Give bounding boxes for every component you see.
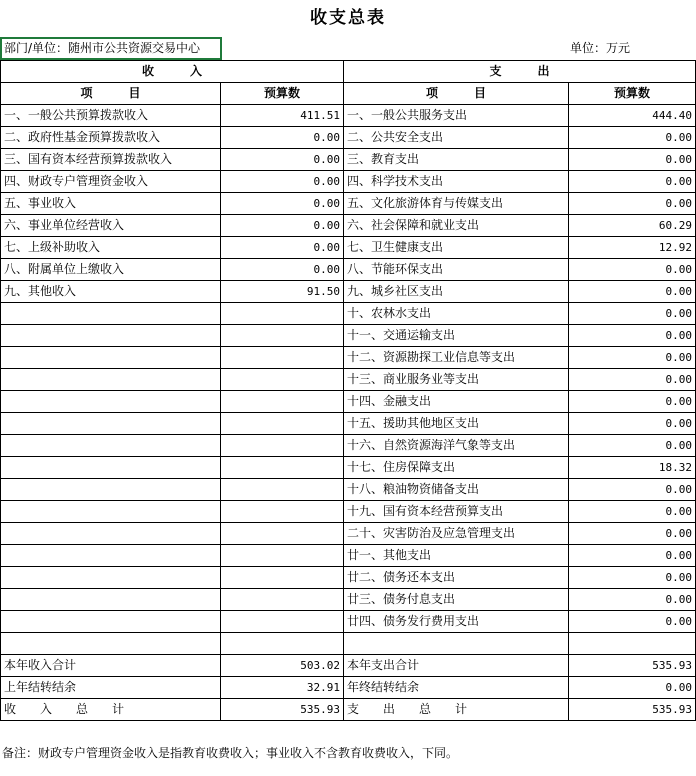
table-row	[1, 149, 696, 171]
table-row	[1, 171, 696, 193]
income-item-cell[interactable]	[1, 567, 221, 589]
expense-item-cell[interactable]: 二十、灾害防治及应急管理支出	[344, 523, 569, 545]
income-item-cell[interactable]: 二、政府性基金预算拨款收入	[1, 127, 221, 149]
income-item-cell[interactable]: 收 入 总 计	[1, 699, 221, 721]
expense-budget-cell[interactable]: 0.00	[569, 281, 696, 303]
income-budget-cell[interactable]	[221, 611, 344, 633]
income-budget-cell[interactable]	[221, 567, 344, 589]
info-row	[0, 37, 696, 59]
expense-budget-cell[interactable]: 0.00	[569, 171, 696, 193]
expense-budget-header: 预算数	[569, 83, 696, 105]
expense-budget-cell[interactable]: 444.40	[569, 105, 696, 127]
income-budget-cell[interactable]: 535.93	[221, 699, 344, 721]
table-row	[1, 523, 696, 545]
expense-budget-cell[interactable]: 0.00	[569, 523, 696, 545]
income-item-cell[interactable]	[1, 523, 221, 545]
unit-label: 单位：万元	[570, 41, 631, 55]
expense-item-cell[interactable]: 十七、住房保障支出	[344, 457, 569, 479]
expense-item-cell[interactable]: 廿二、债务还本支出	[344, 567, 569, 589]
section-header-row	[1, 61, 696, 83]
income-item-cell[interactable]: 四、财政专户管理资金收入	[1, 171, 221, 193]
expense-budget-cell[interactable]: 0.00	[569, 567, 696, 589]
expense-item-cell[interactable]: 七、卫生健康支出	[344, 237, 569, 259]
income-item-cell[interactable]	[1, 611, 221, 633]
income-budget-cell[interactable]	[221, 633, 344, 655]
expense-budget-cell[interactable]: 0.00	[569, 347, 696, 369]
income-item-cell[interactable]: 七、上级补助收入	[1, 237, 221, 259]
expense-budget-cell[interactable]: 0.00	[569, 127, 696, 149]
expense-budget-cell[interactable]: 0.00	[569, 611, 696, 633]
table-row	[1, 457, 696, 479]
income-item-cell[interactable]	[1, 457, 221, 479]
expense-header: 支 出	[344, 61, 696, 83]
expense-budget-cell[interactable]: 0.00	[569, 589, 696, 611]
income-item-cell[interactable]	[1, 413, 221, 435]
expense-budget-cell[interactable]: 0.00	[569, 435, 696, 457]
income-budget-cell[interactable]	[221, 589, 344, 611]
income-item-cell[interactable]: 三、国有资本经营预算拨款收入	[1, 149, 221, 171]
expense-item-cell[interactable]: 三、教育支出	[344, 149, 569, 171]
income-budget-cell[interactable]	[221, 545, 344, 567]
income-budget-cell[interactable]	[221, 435, 344, 457]
expense-budget-cell[interactable]: 0.00	[569, 369, 696, 391]
table-row	[1, 303, 696, 325]
income-item-cell[interactable]	[1, 633, 221, 655]
table-row	[1, 237, 696, 259]
expense-budget-cell[interactable]: 0.00	[569, 413, 696, 435]
expense-budget-cell[interactable]: 12.92	[569, 237, 696, 259]
income-item-cell[interactable]: 上年结转结余	[1, 677, 221, 699]
expense-budget-cell[interactable]: 18.32	[569, 457, 696, 479]
income-budget-cell[interactable]: 503.02	[221, 655, 344, 677]
income-item-cell[interactable]	[1, 501, 221, 523]
table-row	[1, 391, 696, 413]
income-item-cell[interactable]	[1, 589, 221, 611]
income-budget-cell[interactable]: 32.91	[221, 677, 344, 699]
table-row	[1, 413, 696, 435]
expense-item-cell[interactable]: 四、科学技术支出	[344, 171, 569, 193]
expense-item-cell[interactable]: 廿一、其他支出	[344, 545, 569, 567]
table-row	[1, 611, 696, 633]
income-budget-cell[interactable]	[221, 479, 344, 501]
income-budget-cell[interactable]: 0.00	[221, 149, 344, 171]
expense-budget-cell[interactable]: 60.29	[569, 215, 696, 237]
table-body	[1, 61, 696, 721]
table-row	[1, 655, 696, 677]
expense-item-cell[interactable]: 十三、商业服务业等支出	[344, 369, 569, 391]
income-item-cell[interactable]	[1, 391, 221, 413]
table-row	[1, 369, 696, 391]
income-budget-cell[interactable]: 0.00	[221, 259, 344, 281]
expense-item-cell[interactable]: 本年支出合计	[344, 655, 569, 677]
income-budget-cell[interactable]	[221, 325, 344, 347]
expense-item-cell[interactable]: 十九、国有资本经营预算支出	[344, 501, 569, 523]
table-row	[1, 325, 696, 347]
department-cell[interactable]: 部门/单位：随州市公共资源交易中心	[0, 37, 222, 60]
expense-item-cell[interactable]: 十一、交通运输支出	[344, 325, 569, 347]
table-row	[1, 633, 696, 655]
expense-item-cell[interactable]: 年终结转结余	[344, 677, 569, 699]
income-budget-cell[interactable]: 0.00	[221, 215, 344, 237]
expense-item-cell[interactable]: 十六、自然资源海洋气象等支出	[344, 435, 569, 457]
income-budget-header: 预算数	[221, 83, 344, 105]
expense-item-cell[interactable]: 一、一般公共服务支出	[344, 105, 569, 127]
expense-budget-cell[interactable]: 0.00	[569, 259, 696, 281]
expense-budget-cell[interactable]: 0.00	[569, 677, 696, 699]
table-row	[1, 567, 696, 589]
income-item-cell[interactable]: 八、附属单位上缴收入	[1, 259, 221, 281]
expense-item-header: 项 目	[344, 83, 569, 105]
income-item-cell[interactable]: 五、事业收入	[1, 193, 221, 215]
income-item-cell[interactable]: 本年收入合计	[1, 655, 221, 677]
expense-item-cell[interactable]: 廿四、债务发行费用支出	[344, 611, 569, 633]
expense-item-cell[interactable]: 十五、援助其他地区支出	[344, 413, 569, 435]
income-budget-cell[interactable]	[221, 413, 344, 435]
footnote: 备注：财政专户管理资金收入是指教育收费收入；事业收入不含教育收费收入，下同。	[2, 746, 459, 760]
income-item-cell[interactable]	[1, 435, 221, 457]
expense-budget-cell[interactable]: 0.00	[569, 325, 696, 347]
income-header: 收 入	[1, 61, 344, 83]
table-row	[1, 347, 696, 369]
table-row	[1, 127, 696, 149]
income-item-cell[interactable]: 一、一般公共预算拨款收入	[1, 105, 221, 127]
expense-budget-cell[interactable]: 0.00	[569, 149, 696, 171]
expense-budget-cell[interactable]: 0.00	[569, 303, 696, 325]
table-row	[1, 193, 696, 215]
expense-item-cell[interactable]: 廿三、债务付息支出	[344, 589, 569, 611]
expense-budget-cell[interactable]: 535.93	[569, 655, 696, 677]
income-budget-cell[interactable]: 91.50	[221, 281, 344, 303]
income-budget-cell[interactable]	[221, 369, 344, 391]
expense-item-cell[interactable]: 十、农林水支出	[344, 303, 569, 325]
expense-item-cell[interactable]: 二、公共安全支出	[344, 127, 569, 149]
income-budget-cell[interactable]: 411.51	[221, 105, 344, 127]
income-budget-cell[interactable]: 0.00	[221, 193, 344, 215]
expense-item-cell[interactable]: 支 出 总 计	[344, 699, 569, 721]
expense-item-cell[interactable]: 五、文化旅游体育与传媒支出	[344, 193, 569, 215]
table-row	[1, 105, 696, 127]
income-item-cell[interactable]: 九、其他收入	[1, 281, 221, 303]
income-budget-cell[interactable]	[221, 457, 344, 479]
table-row	[1, 699, 696, 721]
expense-budget-cell[interactable]: 0.00	[569, 193, 696, 215]
income-budget-cell[interactable]	[221, 523, 344, 545]
expense-item-cell[interactable]: 十八、粮油物资储备支出	[344, 479, 569, 501]
income-expense-table	[0, 60, 696, 721]
expense-budget-cell[interactable]: 0.00	[569, 501, 696, 523]
expense-item-cell[interactable]: 八、节能环保支出	[344, 259, 569, 281]
income-item-cell[interactable]	[1, 303, 221, 325]
expense-budget-cell[interactable]: 0.00	[569, 479, 696, 501]
income-item-header: 项 目	[1, 83, 221, 105]
expense-item-cell[interactable]: 六、社会保障和就业支出	[344, 215, 569, 237]
page-title: 收支总表	[310, 8, 386, 28]
table-row	[1, 677, 696, 699]
income-budget-cell[interactable]: 0.00	[221, 237, 344, 259]
income-budget-cell[interactable]: 0.00	[221, 171, 344, 193]
income-budget-cell[interactable]	[221, 501, 344, 523]
expense-item-cell[interactable]: 十二、资源勘探工业信息等支出	[344, 347, 569, 369]
table-row	[1, 589, 696, 611]
expense-budget-cell[interactable]: 0.00	[569, 391, 696, 413]
income-item-cell[interactable]	[1, 347, 221, 369]
table-row	[1, 215, 696, 237]
table-row	[1, 259, 696, 281]
income-item-cell[interactable]	[1, 325, 221, 347]
table-row	[1, 479, 696, 501]
expense-item-cell[interactable]	[344, 633, 569, 655]
income-budget-cell[interactable]	[221, 391, 344, 413]
column-header-row	[1, 83, 696, 105]
expense-budget-cell[interactable]	[569, 633, 696, 655]
expense-item-cell[interactable]: 十四、金融支出	[344, 391, 569, 413]
expense-budget-cell[interactable]: 0.00	[569, 545, 696, 567]
income-item-cell[interactable]	[1, 369, 221, 391]
expense-item-cell[interactable]: 九、城乡社区支出	[344, 281, 569, 303]
table-row	[1, 501, 696, 523]
expense-budget-cell[interactable]: 535.93	[569, 699, 696, 721]
income-budget-cell[interactable]	[221, 347, 344, 369]
table-row	[1, 545, 696, 567]
income-item-cell[interactable]	[1, 479, 221, 501]
income-item-cell[interactable]	[1, 545, 221, 567]
table-row	[1, 435, 696, 457]
income-budget-cell[interactable]: 0.00	[221, 127, 344, 149]
table-row	[1, 281, 696, 303]
income-budget-cell[interactable]	[221, 303, 344, 325]
income-item-cell[interactable]: 六、事业单位经营收入	[1, 215, 221, 237]
